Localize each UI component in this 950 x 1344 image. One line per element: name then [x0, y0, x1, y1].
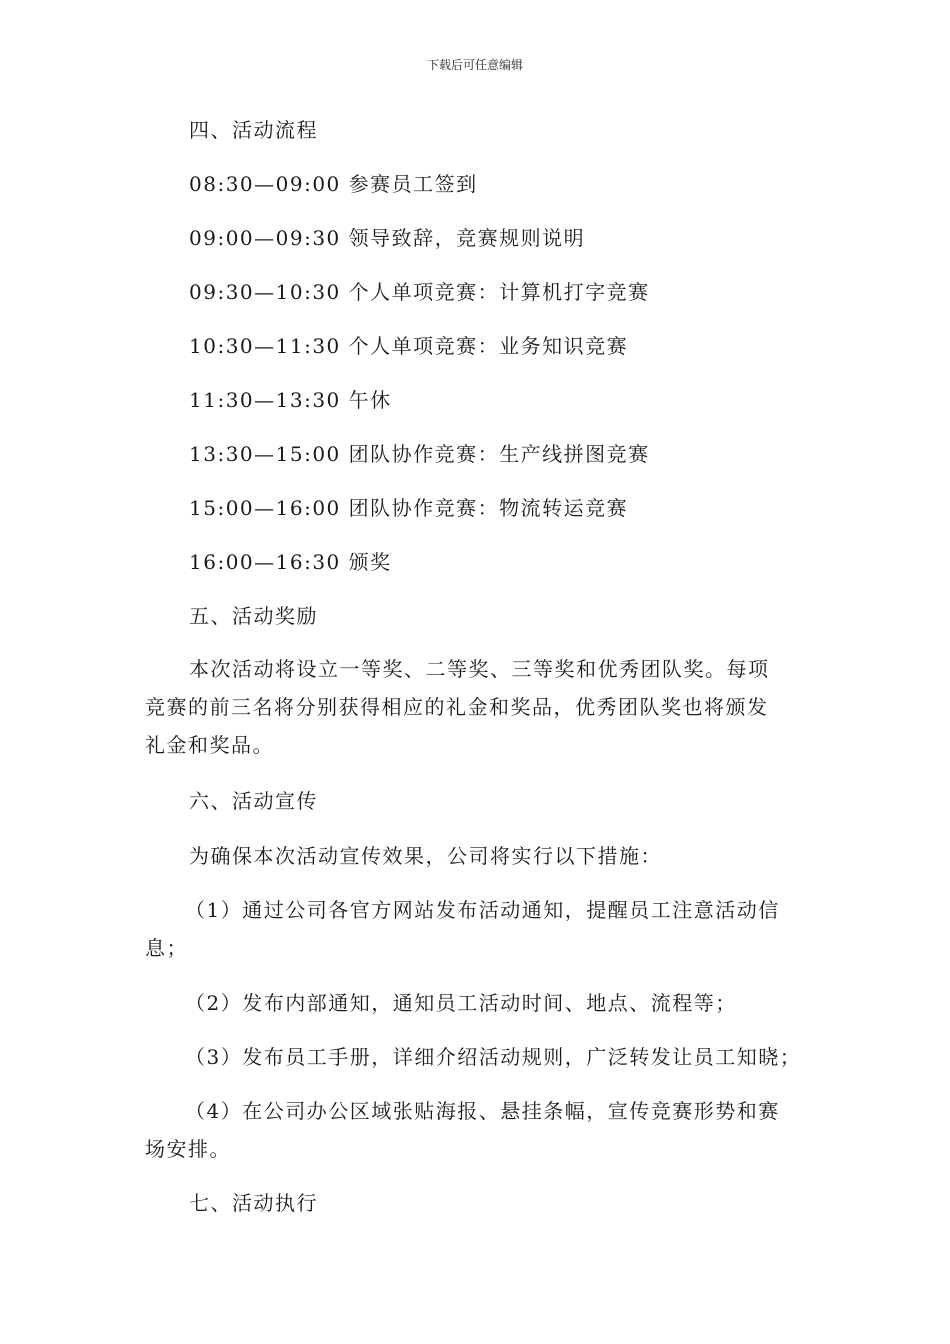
schedule-item: 10:30—11:30 个人单项竞赛：业务知识竞赛 [189, 334, 629, 358]
section-title-promo: 六、活动宣传 [189, 789, 318, 813]
promo-item: （2）发布内部通知，通知员工活动时间、地点、流程等； [185, 991, 737, 1015]
schedule-item: 08:30—09:00 参赛员工签到 [189, 172, 478, 196]
promo-intro: 为确保本次活动宣传效果，公司将实行以下措施： [189, 844, 662, 868]
promo-item: （1）通过公司各官方网站发布活动通知，提醒员工注意活动信 [185, 898, 780, 922]
schedule-item: 11:30—13:30 午休 [189, 388, 392, 412]
schedule-item: 09:30—10:30 个人单项竞赛：计算机打字竞赛 [189, 280, 650, 304]
section-title-flow: 四、活动流程 [189, 118, 318, 142]
promo-item-continuation: 场安排。 [145, 1137, 231, 1161]
schedule-item: 13:30—15:00 团队协作竞赛：生产线拼图竞赛 [189, 442, 650, 466]
reward-paragraph-line: 竞赛的前三名将分别获得相应的礼金和奖品，优秀团队奖也将颁发 [145, 695, 769, 719]
header-note: 下载后可任意编辑 [426, 58, 523, 72]
section-title-reward: 五、活动奖励 [189, 604, 318, 628]
promo-item: （3）发布员工手册，详细介绍活动规则，广泛转发让员工知晓； [185, 1045, 802, 1069]
reward-paragraph-line: 本次活动将设立一等奖、二等奖、三等奖和优秀团队奖。每项 [189, 657, 770, 681]
promo-item-continuation: 息； [145, 936, 188, 960]
schedule-item: 15:00—16:00 团队协作竞赛：物流转运竞赛 [189, 496, 629, 520]
schedule-item: 16:00—16:30 颁奖 [189, 550, 392, 574]
reward-paragraph-line: 礼金和奖品。 [145, 733, 274, 757]
promo-item: （4）在公司办公区域张贴海报、悬挂条幅，宣传竞赛形势和赛 [185, 1099, 780, 1123]
section-title-exec: 七、活动执行 [189, 1191, 318, 1215]
schedule-item: 09:00—09:30 领导致辞，竞赛规则说明 [189, 226, 586, 250]
